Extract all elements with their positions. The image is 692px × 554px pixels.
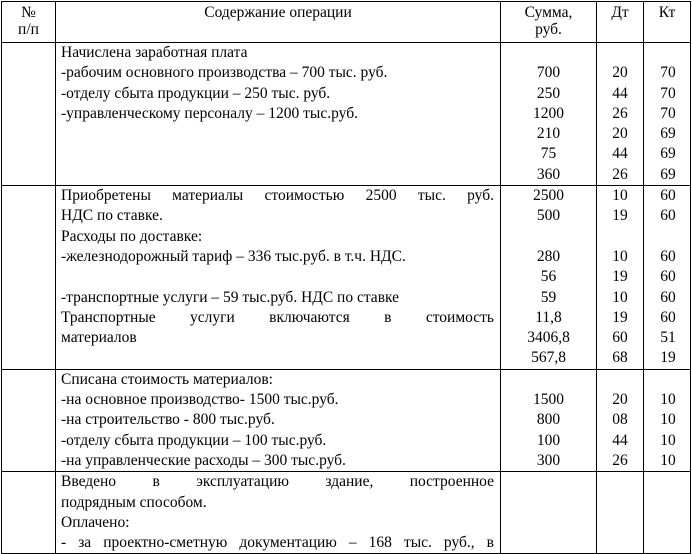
row-number (2, 472, 56, 554)
header-dt: Дт (597, 2, 644, 43)
header-kt: Кт (644, 2, 691, 43)
operation-cell: Приобретены материалы стоимостью 2500 тыс. руб. НДС по ставке. Расходы по доставке: -железнодорожный тариф – 336 тыс.руб. в т.ч. НДС. -транспортные услуги – 59 тыс.руб. НДС по ставке Транспортные услуги включаются в стоимость материалов (56, 186, 501, 370)
credit-cell: 60 60 60 60 60 60 51 19 (644, 186, 691, 370)
debit-cell: 10 19 10 19 10 19 60 68 (597, 186, 644, 370)
debit-cell (597, 472, 644, 554)
sum-cell: 700 250 1200 210 75 360 (501, 43, 597, 186)
sum-cell: 2500 500 280 56 59 11,8 3406,8 567,8 (501, 186, 597, 370)
operation-cell: Введено в эксплуатацию здание, построенное подрядным способом. Оплачено: - за проектно-сметную документацию – 168 тыс. руб., в (56, 472, 501, 554)
operations-table (1, 1, 691, 554)
credit-cell: 10 10 10 10 (644, 369, 691, 471)
header-operation: Содержание операции (56, 2, 501, 43)
credit-cell (644, 472, 691, 554)
header-row (2, 2, 691, 43)
table-row (2, 43, 691, 186)
sum-cell (501, 472, 597, 554)
debit-cell: 20 44 26 20 44 26 (597, 43, 644, 186)
row-number (2, 186, 56, 370)
table-row (2, 186, 691, 370)
operation-cell: Списана стоимость материалов: -на основное производство- 1500 тыс.руб. -на строительство - 800 тыс.руб. -отделу сбыта продукции – 100 тыс.руб. -на управленческие расходы – 300 тыс.руб. (56, 369, 501, 471)
debit-cell: 20 08 44 26 (597, 369, 644, 471)
row-number (2, 43, 56, 186)
header-num: № п/п (2, 2, 56, 43)
row-number (2, 369, 56, 471)
sum-cell: 1500 800 100 300 (501, 369, 597, 471)
header-sum: Сумма, руб. (501, 2, 597, 43)
credit-cell: 70 70 70 69 69 69 (644, 43, 691, 186)
table-row (2, 369, 691, 471)
operation-cell: Начислена заработная плата -рабочим основного производства – 700 тыс. руб. -отделу сбыта продукции – 250 тыс. руб. -управленческому персоналу – 1200 тыс.руб. (56, 43, 501, 186)
table-row (2, 472, 691, 554)
